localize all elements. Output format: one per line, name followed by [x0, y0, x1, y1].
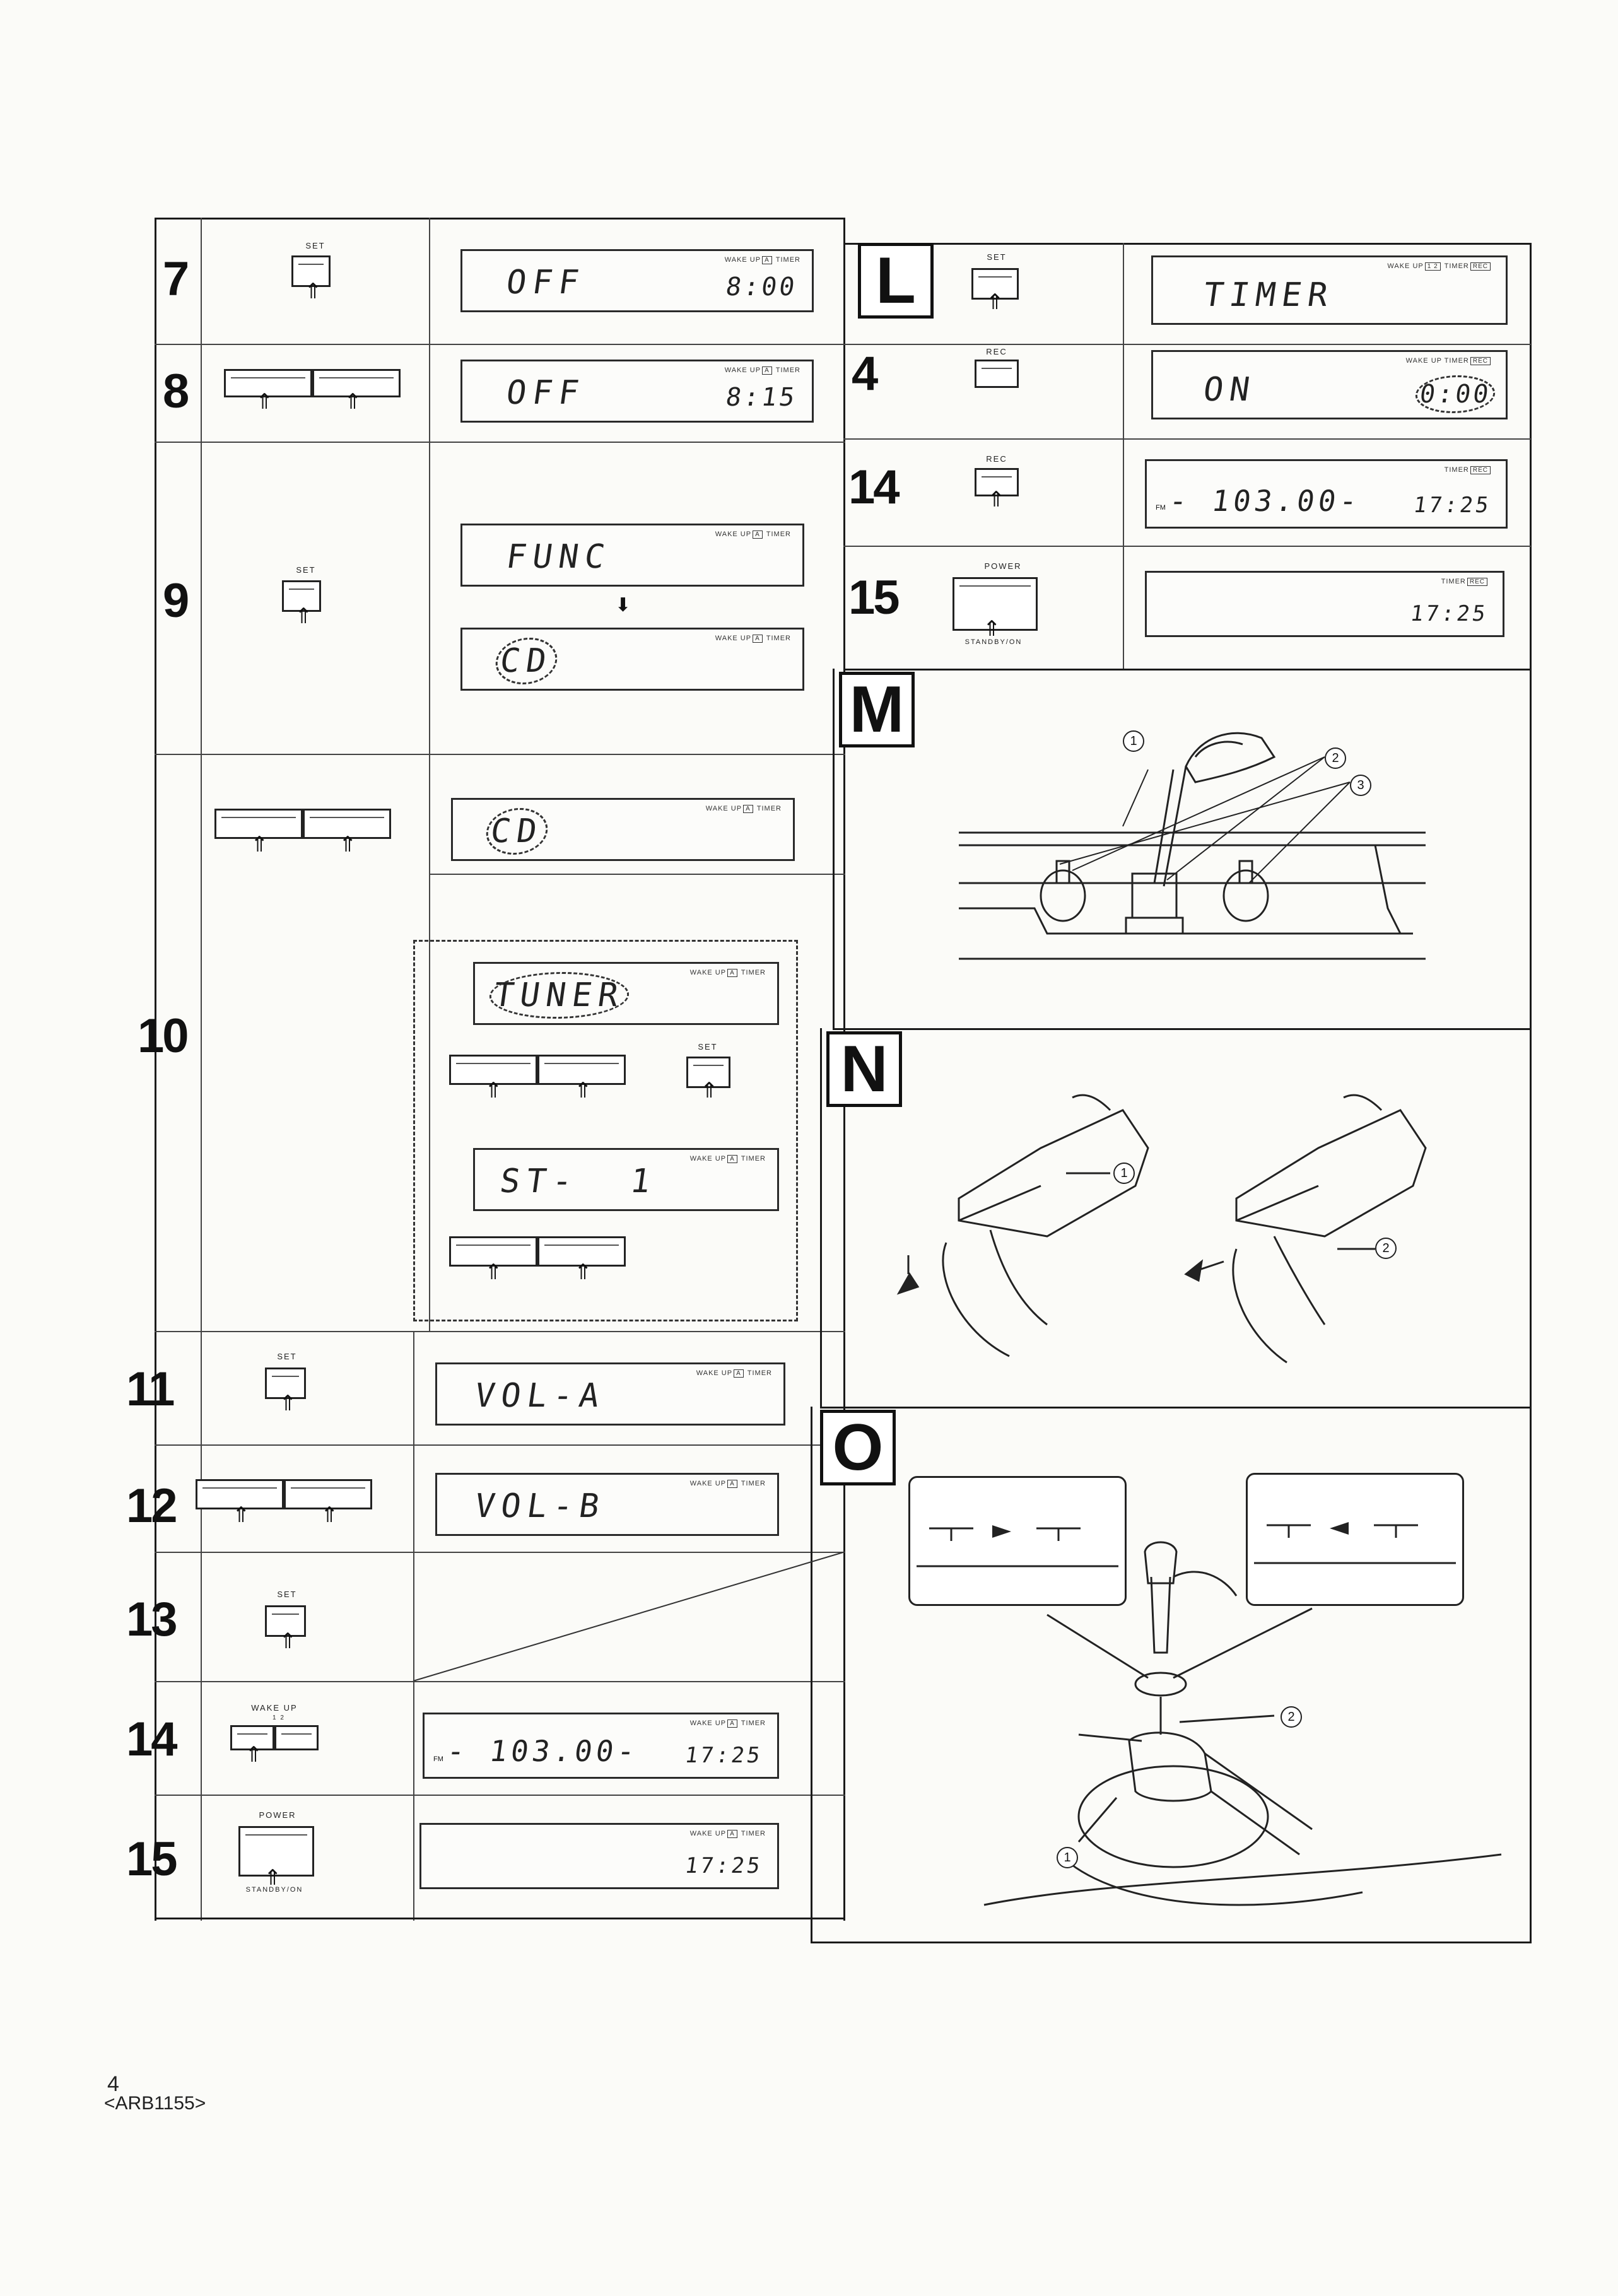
power-label: POWER: [259, 1810, 296, 1820]
step-number-12: 12: [126, 1479, 176, 1533]
display-text: CD: [497, 642, 555, 680]
display-station: [473, 1148, 779, 1211]
set-label: SET: [277, 1352, 297, 1361]
press-arrow-icon: ⇑: [320, 1503, 339, 1527]
display-text: ST- 1: [497, 1163, 660, 1200]
press-arrow-icon: ⇑: [232, 1503, 250, 1527]
display-indicators: WAKE UP 1 2 TIMER REC: [1387, 262, 1494, 271]
set-label: SET: [987, 252, 1007, 262]
press-arrow-icon: ⇑: [304, 279, 322, 303]
rec-button[interactable]: [975, 360, 1019, 388]
press-arrow-icon: ⇑: [250, 833, 269, 857]
step-number-7: 7: [163, 252, 188, 306]
step-number-14-right: 14: [848, 460, 898, 514]
display-text: OFF: [503, 374, 588, 412]
display-step-4: [1151, 350, 1508, 419]
rec-label: REC: [986, 347, 1007, 356]
set-label: SET: [305, 241, 325, 250]
display-time: 17:25: [683, 1743, 764, 1768]
display-text: CD: [488, 812, 546, 850]
display-text: VOL-B: [472, 1487, 608, 1525]
press-arrow-icon: ⇑: [484, 1260, 503, 1284]
press-arrow-icon: ⇑: [574, 1260, 592, 1284]
display-indicators: WAKE UP A TIMER: [689, 1830, 766, 1837]
press-arrow-icon: ⇑: [339, 833, 357, 857]
callout-1: 1: [1123, 730, 1144, 752]
callout-1: 1: [1113, 1163, 1135, 1184]
display-indicators: WAKE UP A TIMER: [724, 256, 800, 264]
page-number: 4: [107, 2072, 119, 2096]
section-label-l: L: [858, 243, 934, 319]
display-step-14-right: [1145, 459, 1508, 529]
display-step-7: [460, 249, 814, 312]
standby-label: STANDBY/ON: [964, 638, 1023, 646]
no-display-diagonal: [413, 1552, 845, 1681]
display-step-9b: [460, 628, 804, 691]
display-indicators: WAKE UP A TIMER: [689, 1480, 766, 1487]
display-indicators: WAKE UP A TIMER: [696, 1369, 772, 1377]
display-step-15: [419, 1823, 779, 1889]
callout-1: 1: [1057, 1847, 1078, 1868]
display-text: FUNC: [503, 538, 614, 576]
display-step-9a: [460, 524, 804, 587]
section-label-m: M: [839, 672, 915, 747]
display-step-12: [435, 1473, 779, 1536]
display-step-15-right: [1145, 571, 1504, 637]
display-text: TUNER: [491, 976, 627, 1014]
display-indicators: WAKE UP A TIMER: [715, 530, 791, 538]
rec-label: REC: [986, 454, 1007, 464]
display-text: TIMER: [1200, 276, 1337, 314]
display-indicators: WAKE UP A TIMER: [715, 635, 791, 642]
band-indicator: FM: [433, 1755, 443, 1763]
standby-label: STANDBY/ON: [245, 1886, 303, 1894]
step-number-9: 9: [163, 574, 188, 628]
wake-up-ab-label: 1 2: [273, 1714, 285, 1721]
band-indicator: FM: [1156, 504, 1166, 512]
display-timer: [1151, 255, 1508, 325]
display-time: 0:00: [1417, 380, 1493, 409]
display-text: VOL-A: [472, 1377, 608, 1415]
power-label: POWER: [984, 561, 1022, 571]
set-label: SET: [296, 565, 316, 575]
press-arrow-icon: ⇑: [279, 1629, 297, 1653]
press-arrow-icon: ⇑: [574, 1079, 592, 1103]
cartridge-stylus-illustration: [883, 1085, 1501, 1375]
step-number-8: 8: [163, 365, 188, 418]
step-number-4: 4: [852, 347, 877, 401]
press-arrow-icon: ⇑: [986, 290, 1004, 314]
display-frequency: - 103.00-: [1167, 484, 1364, 518]
step-number-10: 10: [138, 1009, 187, 1063]
display-indicators: WAKE UP A TIMER: [689, 1155, 766, 1163]
display-indicators: WAKE UP TIMER REC: [1406, 357, 1494, 365]
display-frequency: - 103.00-: [445, 1734, 642, 1768]
display-tuner: [473, 962, 779, 1025]
press-arrow-icon: ⇑: [245, 1743, 263, 1767]
callout-3: 3: [1350, 775, 1371, 796]
press-arrow-icon: ⇑: [295, 604, 313, 628]
step-number-15-right: 15: [848, 571, 898, 624]
display-time: 17:25: [1408, 601, 1489, 626]
set-label: SET: [277, 1590, 297, 1599]
section-label-n: N: [826, 1031, 902, 1107]
step-number-14: 14: [126, 1713, 176, 1766]
press-arrow-icon: ⇑: [255, 390, 274, 414]
display-step-8: [460, 360, 814, 423]
display-text: ON: [1200, 371, 1258, 409]
display-time: 17:25: [683, 1853, 764, 1878]
display-step-11: [435, 1362, 785, 1426]
step-number-15: 15: [126, 1832, 176, 1886]
set-label: SET: [698, 1042, 718, 1051]
display-step-14: [423, 1713, 779, 1779]
callout-2: 2: [1281, 1706, 1302, 1728]
wake-up-label: WAKE UP: [251, 1703, 298, 1713]
down-arrow-icon: ⬇: [615, 595, 631, 616]
document-code: <ARB1155>: [104, 2093, 206, 2114]
callout-2: 2: [1325, 747, 1346, 769]
wake-up-2-button[interactable]: [274, 1725, 319, 1750]
section-label-o: O: [820, 1410, 896, 1485]
press-arrow-icon: ⇑: [484, 1079, 503, 1103]
step-number-11: 11: [126, 1362, 173, 1416]
callout-2: 2: [1375, 1238, 1397, 1259]
display-time: 8:15: [724, 383, 799, 412]
press-arrow-icon: ⇑: [987, 488, 1005, 512]
display-indicators: TIMER REC: [1441, 578, 1491, 586]
press-arrow-icon: ⇑: [279, 1391, 297, 1415]
display-time: 8:00: [724, 272, 799, 302]
press-arrow-icon: ⇑: [700, 1079, 718, 1103]
press-arrow-icon: ⇑: [983, 617, 1001, 641]
display-indicators: WAKE UP A TIMER: [705, 805, 782, 812]
step-number-13: 13: [126, 1593, 176, 1646]
display-indicators: TIMER REC: [1445, 466, 1494, 474]
press-arrow-icon: ⇑: [264, 1866, 282, 1890]
display-indicators: WAKE UP A TIMER: [689, 969, 766, 976]
stylus-adjust-illustration: [946, 719, 1438, 971]
display-time: 17:25: [1411, 493, 1492, 518]
display-step-10: [451, 798, 795, 861]
display-indicators: WAKE UP A TIMER: [689, 1719, 766, 1727]
display-indicators: WAKE UP A TIMER: [724, 366, 800, 374]
display-text: OFF: [503, 264, 588, 302]
press-arrow-icon: ⇑: [344, 390, 362, 414]
